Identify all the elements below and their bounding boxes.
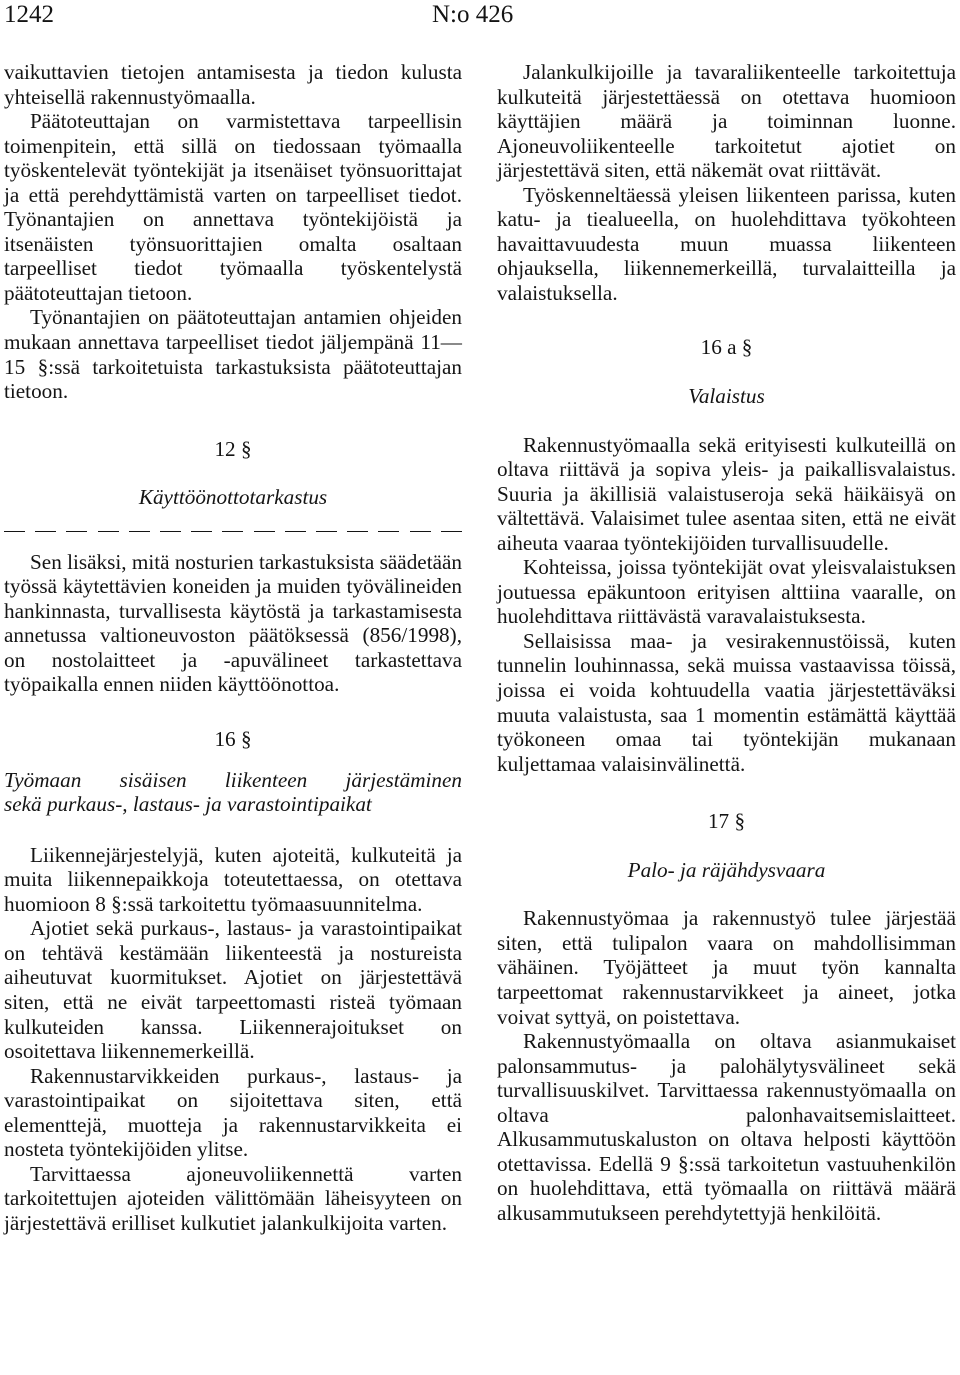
paragraph: Tarvittaessa ajoneuvoliikennettä varten tarkoitettujen ajoteiden välittömään läheisyyteen on järjestettävä erilliset kulkutiet jalankulkijoita varten. [4,1161,462,1235]
section-title: Palo- ja räjähdysvaara [627,857,826,882]
section-number: 16 § [214,727,252,752]
page-number: 1242 [4,1,54,28]
section-title: sekä purkaus-, lastaus- ja varastointipaikat [4,792,372,817]
paragraph: Sen lisäksi, mitä nosturien tarkastuksista säädetään työssä käytettävien koneiden ja muiden työvälineiden hankinnasta, turvallisesta käytöstä ja tarkastamisesta annetussa valtioneuvoston päätöksessä (856/1998), on nostolaitteet ja -apuvälineet tarkastettava työpaikalla ennen niiden käyttöönottoa. [4,549,462,697]
paragraph: Päätoteuttajan on varmistettava tarpeellisin toimenpitein, että sillä on tiedossaan työmaalla työskentelevät työntekijät ja itsenäiset työnsuorittajat ja että perehdyttämistä varten on tarpeelliset tiedot. Työnantajien on annettava työntekijöistä ja itsenäisten työnsuorittajien omalta osaltaan tarpeelliset tiedot työmaalla työskentelystä päätoteuttajan tietoon. [4,109,462,305]
section-title: Käyttöönottotarkastus [138,485,328,510]
section-title: Työmaan sisäisen liikenteen järjestäminen [4,767,462,792]
dash-separator [4,520,462,544]
paragraph: Ajotiet sekä purkaus-, lastaus- ja varastointipaikat on tehtävä kestämään liikenteestä ja nostureista aiheutuvat kuormitukset. Ajotiet on järjestettävä siten, että ne eivät tarpeettomasti risteä työmaan kulkuteiden kanssa. Liikennerajoitukset on osoitettava liikennemerkeillä. [4,916,462,1064]
section-title: Valaistus [688,384,765,409]
section-number: 16 a § [700,335,753,360]
issue-number: N:o 426 [432,1,514,28]
paragraph: Jalankulkijoille ja tavaraliikenteelle tarkoitettuja kulkuteitä järjestettäessä on otettava huomioon käyttäjien määrä ja toiminnan luonne. Ajoneuvoliikenteelle tarkoitetut ajotiet on järjestettävä siten, että näkemät ovat riittävät. [497,60,956,183]
right-column [497,60,956,1225]
section-number: 17 § [707,809,746,834]
paragraph: vaikuttavien tietojen antamisesta ja tiedon kulusta yhteisellä rakennustyömaalla. [4,60,462,109]
paragraph: Rakennustyömaalla on oltava asianmukaiset palonsammutus- ja palohälytysvälineet sekä turvallisuuskilvet. Tarvittaessa rakennustyömaalla on oltava palonhavaitsemislaitteet. Alkusammutuskaluston on oltava helposti käyttöön otettavissa. Edellä 9 §:ssä tarkoitetun vastuuhenkilön on huolehdittava, että työmaalla on riittävä määrä alkusammutukseen perehdytettyjä henkilöitä. [497,1029,956,1225]
paragraph: Rakennustyömaa ja rakennustyö tulee järjestää siten, että tulipalon vaara on mahdollisimman vähäinen. Työjätteet ja muut työn kannalta tarpeettomat rakennustarvikkeet ja aineet, jotka voivat syttyä, on poistettava. [497,906,956,1029]
paragraph: Kohteissa, joissa työntekijät ovat yleisvalaistuksen joutuessa epäkuntoon erityisen alttiina vaaralle, on huolehdittava riittävästä varavalaistuksesta. [497,555,956,629]
section-number: 12 § [214,436,252,461]
paragraph: Rakennustyömaalla sekä erityisesti kulkuteillä on oltava riittävä ja sopiva yleis- ja paikallisvalaistus. Suuria ja äkillisiä valaistuseroja sekä häikäisyä on vältettävä. Valaisimet tulee asentaa siten, että ne eivät aiheuta vaaraa työntekijöiden turvallisuudelle. [497,432,956,555]
paragraph: Työskenneltäessä yleisen liikenteen parissa, kuten katu- ja tiealueella, on huolehdittava työkohteen havaittavuudesta muun muassa liikenteen ohjauksella, liikennemerkeillä, turvalaitteilla ja valaistuksella. [497,182,956,305]
paragraph: Sellaisissa maa- ja vesirakennustöissä, kuten tunnelin louhinnassa, sekä muissa vastaavissa töissä, joissa ei voida kohtuudella vaatia järjestettäväksi muuta valaistusta, saa 1 momentin estämättä käyttää työkoneen omaa tai työntekijän mukanaan kuljettamaa valaisinvälinettä. [497,628,956,776]
paragraph: Työnantajien on päätoteuttajan antamien ohjeiden mukaan annettava tarpeelliset tiedot jäljempänä 11—15 §:ssä tarkoitetuista tarkastuksista päätoteuttajan tietoon. [4,305,462,404]
left-column [4,60,462,1235]
paragraph: Rakennustarvikkeiden purkaus-, lastaus- ja varastointipaikat on sijoitettava siten, että elementtejä, muotteja ja rakennustarvikkeita ei nosteta työntekijöiden ylitse. [4,1063,462,1162]
page-header [0,0,960,40]
paragraph: Liikennejärjestelyjä, kuten ajoteitä, kulkuteitä ja muita liikennepaikkoja toteutettaessa, on otettava huomioon 8 §:ssä tarkoitettu työmaasuunnitelma. [4,842,462,916]
